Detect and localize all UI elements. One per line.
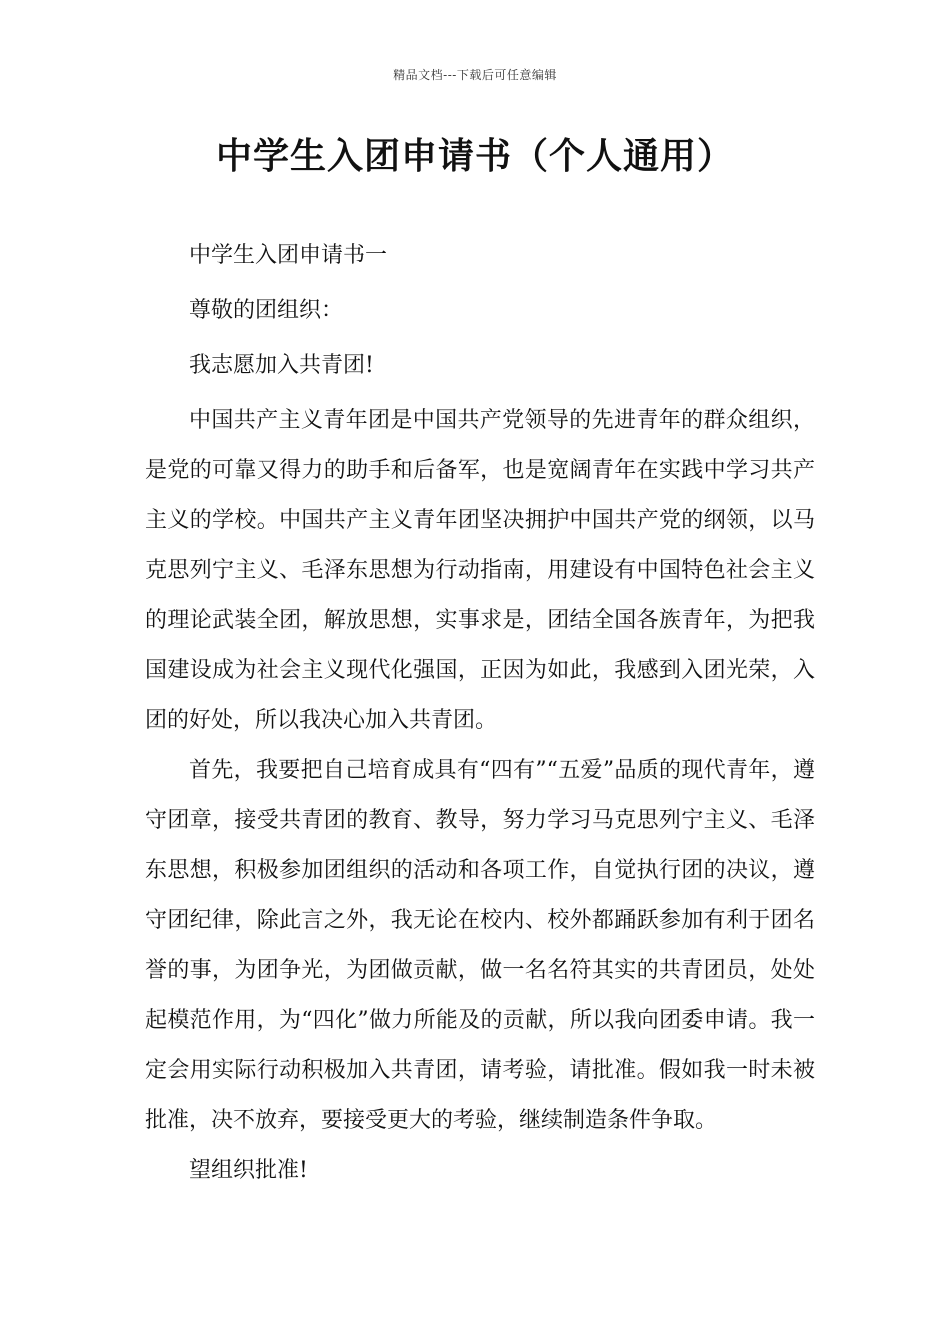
salutation: 尊敬的团组织： — [189, 298, 344, 323]
page-header-note: 精品文档---下载后可任意编辑 — [393, 68, 557, 82]
opening-statement: 我志愿加入共青团! — [189, 353, 374, 378]
body-paragraph-2: 首先，我要把自己培育成具有“四有”“五爱”品质的现代青年，遵守团章，接受共青团的教育、教导，努力学习马克思列宁主义、毛泽东思想，积极参加团组织的活动和各项工作，自觉执行团的决议，遵守团纪律，除此言之外，我无论在校内、校外都踊跃参加有利于团名誉的事，为团争光，为团做贡献，做一名名符其实的共青团员，处处起模范作用，为“四化”做力所能及的贡献，所以我向团委申请。我一定会用实际行动积极加入共青团，请考验，请批准。假如我一时未被批准，决不放弃，要接受更大的考验，继续制造条件争取。 — [145, 758, 815, 1133]
closing-line: 望组织批准! — [189, 1158, 308, 1183]
section-heading: 中学生入团申请书一 — [189, 243, 388, 268]
document-body — [145, 231, 815, 1201]
document-title: 中学生入团申请书（个人通用） — [215, 136, 734, 177]
body-paragraph-1: 中国共产主义青年团是中国共产党领导的先进青年的群众组织，是党的可靠又得力的助手和后备军，也是宽阔青年在实践中学习共产主义的学校。中国共产主义青年团坚决拥护中国共产党的纲领，以马克思列宁主义、毛泽东思想为行动指南，用建设有中国特色社会主义的理论武装全团，解放思想，实事求是，团结全国各族青年，为把我国建设成为社会主义现代化强国，正因为如此，我感到入团光荣，入团的好处，所以我决心加入共青团。 — [145, 408, 815, 733]
